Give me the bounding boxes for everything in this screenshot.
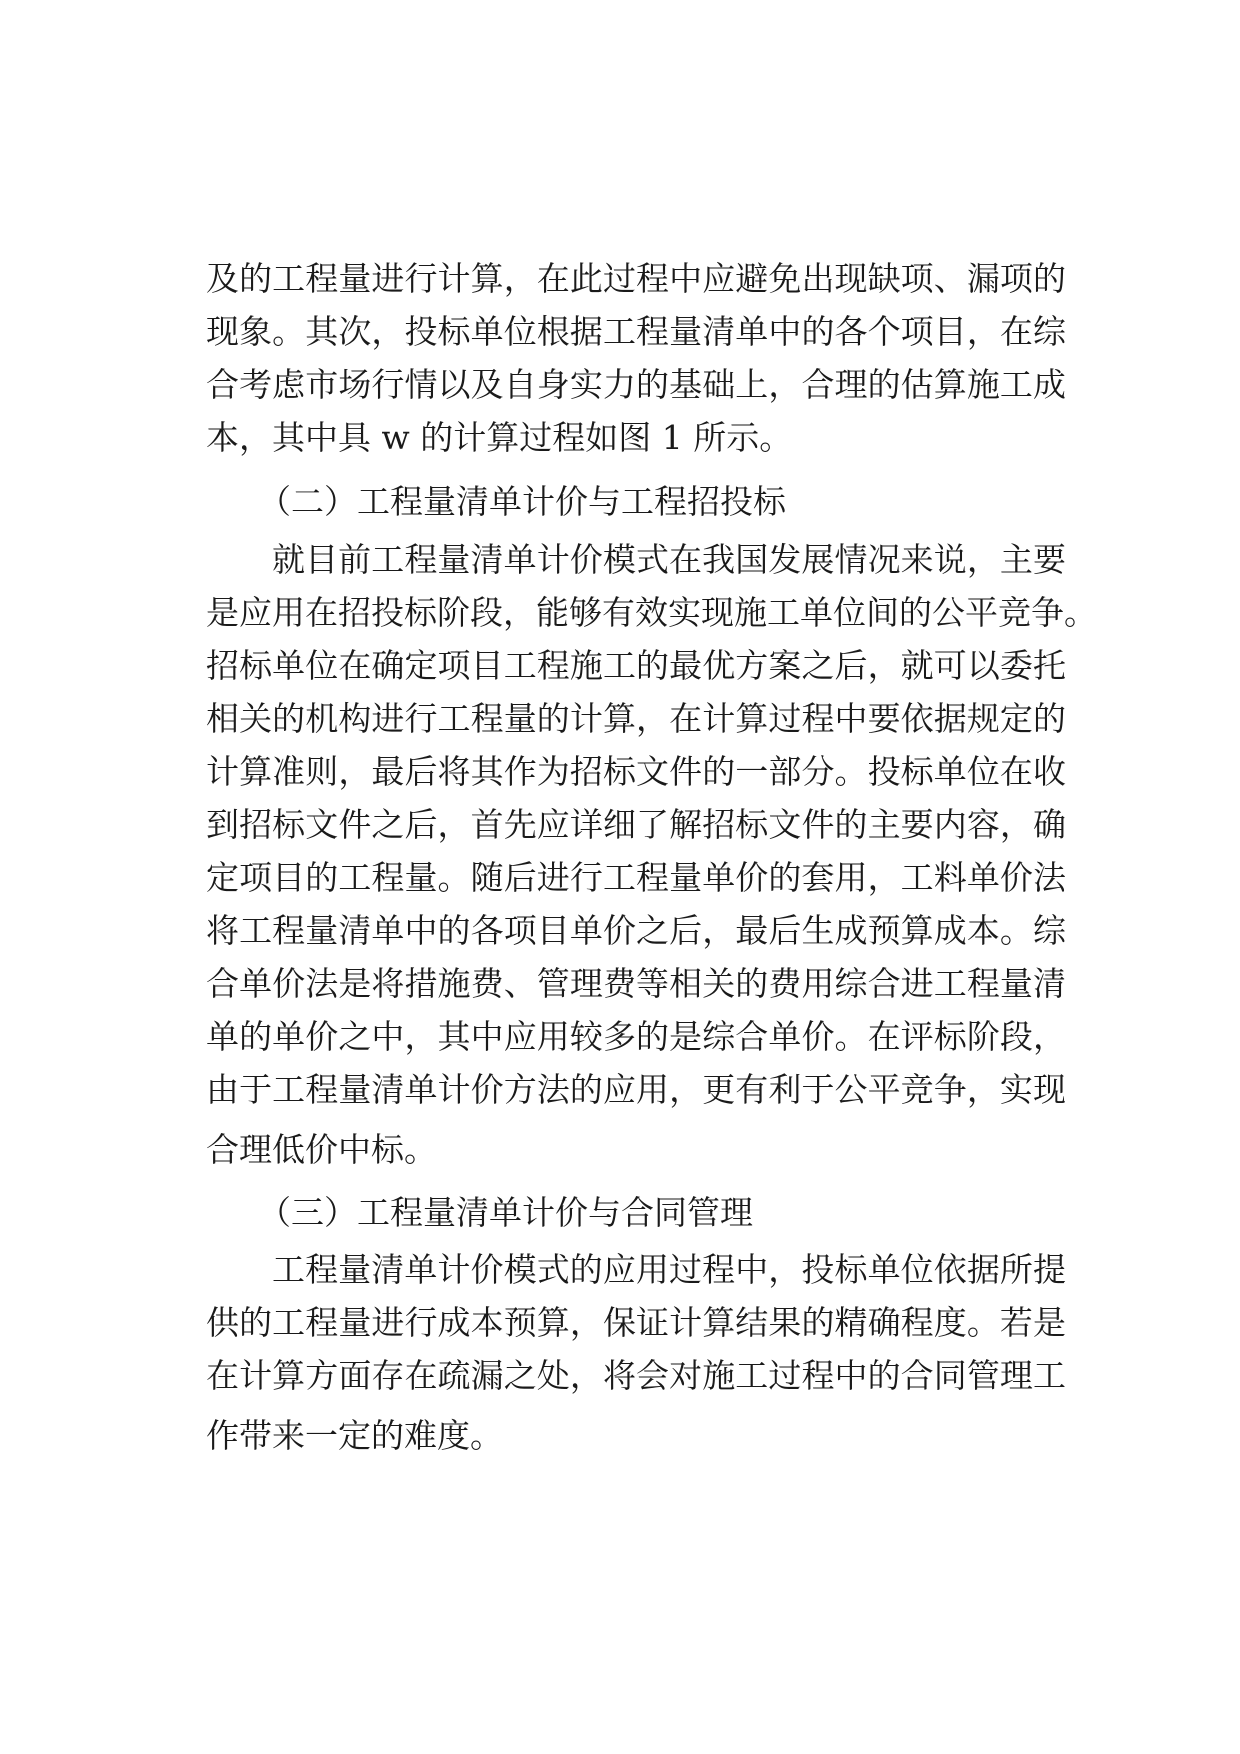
paragraph-3-line-3: 在计算方面存在疏漏之处，将会对施工过程中的合同管理工 — [206, 1356, 1066, 1395]
paragraph-1-line-4: 本，其中具 w 的计算过程如图 1 所示。 — [206, 418, 793, 457]
section-heading-2: （二）工程量清单计价与工程招投标 — [258, 482, 786, 521]
paragraph-3-line-2: 供的工程量进行成本预算，保证计算结果的精确程度。若是 — [206, 1303, 1066, 1342]
paragraph-2-line-6: 到招标文件之后，首先应详细了解招标文件的主要内容，确 — [206, 805, 1066, 844]
paragraph-1-line-1: 及的工程量进行计算，在此过程中应避免出现缺项、漏项的 — [206, 259, 1066, 298]
paragraph-2-line-12: 合理低价中标。 — [206, 1130, 437, 1169]
paragraph-2-line-4: 相关的机构进行工程量的计算，在计算过程中要依据规定的 — [206, 699, 1066, 738]
paragraph-3-line-4: 作带来一定的难度。 — [206, 1416, 503, 1455]
paragraph-3-line-1: 工程量清单计价模式的应用过程中，投标单位依据所提 — [272, 1250, 1066, 1289]
paragraph-2-line-7: 定项目的工程量。随后进行工程量单价的套用，工料单价法 — [206, 858, 1066, 897]
paragraph-2-line-3: 招标单位在确定项目工程施工的最优方案之后，就可以委托 — [206, 646, 1066, 685]
paragraph-2-line-2: 是应用在招投标阶段，能够有效实现施工单位间的公平竞争。 — [206, 593, 1097, 632]
paragraph-2-line-11: 由于工程量清单计价方法的应用，更有利于公平竞争，实现 — [206, 1070, 1066, 1109]
paragraph-2-line-8: 将工程量清单中的各项目单价之后，最后生成预算成本。综 — [206, 911, 1066, 950]
paragraph-1-line-3: 合考虑市场行情以及自身实力的基础上，合理的估算施工成 — [206, 365, 1066, 404]
paragraph-1-line-2: 现象。其次，投标单位根据工程量清单中的各个项目，在综 — [206, 312, 1066, 351]
paragraph-2-line-5: 计算准则，最后将其作为招标文件的一部分。投标单位在收 — [206, 752, 1066, 791]
section-heading-3: （三）工程量清单计价与合同管理 — [258, 1193, 753, 1232]
paragraph-2-line-9: 合单价法是将措施费、管理费等相关的费用综合进工程量清 — [206, 964, 1066, 1003]
paragraph-2-line-1: 就目前工程量清单计价模式在我国发展情况来说，主要 — [272, 540, 1066, 579]
paragraph-2-line-10: 单的单价之中，其中应用较多的是综合单价。在评标阶段， — [206, 1017, 1066, 1056]
